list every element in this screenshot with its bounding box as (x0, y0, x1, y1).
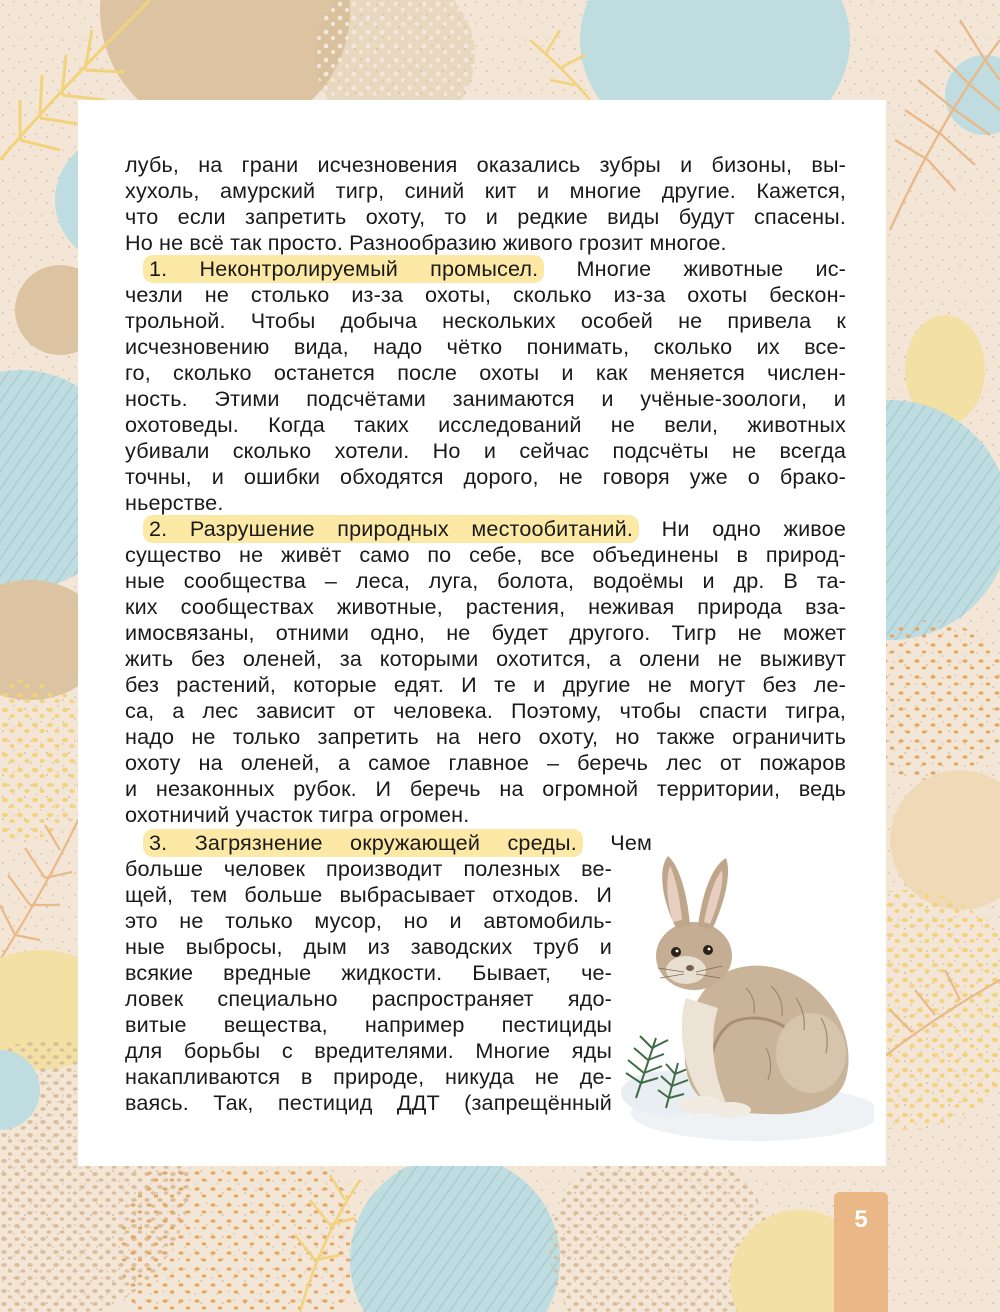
text-line: ловек специально распространяет ядо- (125, 986, 612, 1011)
hare-illustration (606, 848, 874, 1148)
text-fragment: Ни одно живое (661, 516, 846, 541)
text-line: Но не всё так просто. Разнообразию живого грозит многое. (125, 230, 727, 255)
text-line: витые вещества, например пестициды (125, 1012, 612, 1037)
section-heading-2: 2. Разрушение природных местообитаний. (143, 515, 639, 543)
text-line: больше человек производит полезных ве- (125, 856, 612, 881)
text-line: убивали сколько хотели. Но и сейчас подсчёты не всегда (125, 438, 846, 463)
text-line: имосвязаны, отними одно, не будет другого. Тигр не может (125, 620, 846, 645)
text-line: ность. Этими подсчётами занимаются и учёные-зоологи, и (125, 386, 846, 411)
section-heading-1: 1. Неконтролируемый промысел. (143, 255, 544, 283)
paragraph-first-line (149, 830, 652, 856)
text-line: охотничий участок тигра огромен. (125, 802, 470, 827)
text-line: щей, тем больше выбрасывает отходов. И (125, 882, 612, 907)
paragraph-first-line (149, 256, 846, 282)
page-number-tab (834, 1192, 888, 1312)
text-line: охотоведы. Когда таких исследований не вели, животных (125, 412, 846, 437)
text-line: всякие вредные жидкости. Бывает, че- (125, 960, 612, 985)
text-line: охоту на оленей, а самое главное – беречь лес от пожаров (125, 750, 846, 775)
text-line: и незаконных рубок. И беречь на огромной территории, ведь (125, 776, 846, 801)
text-line: накапливаются в природе, никуда не де- (125, 1064, 612, 1089)
text-fragment: Многие животные ис- (576, 256, 846, 281)
text-fragment: Чем (610, 830, 652, 855)
text-line: ные выбросы, дым из заводских труб и (125, 934, 612, 959)
page-number: 5 (854, 1206, 868, 1233)
text-line: без растений, которые едят. И те и другие не могут без ле- (125, 672, 846, 697)
text-line: ные сообщества – леса, луга, болота, водоёмы и др. В та- (125, 568, 846, 593)
text-line: чезли не столько из-за охоты, сколько из-за охоты бескон- (125, 282, 846, 307)
section-heading-3: 3. Загрязнение окружающей среды. (143, 829, 583, 857)
text-line: что если запретить охоту, то и редкие виды будут спасены. (125, 204, 846, 229)
text-line: са, а лес зависит от человека. Поэтому, чтобы спасти тигра, (125, 698, 846, 723)
text-line: трольной. Чтобы добыча нескольких особей не привела к (125, 308, 846, 333)
text-line: ких сообществах животные, растения, неживая природа вза- (125, 594, 846, 619)
text-line: это не только мусор, но и автомобиль- (125, 908, 612, 933)
text-line: жить без оленей, за которыми охотится, а олени не выживут (125, 646, 846, 671)
text-line: лубь, на грани исчезновения оказались зубры и бизоны, вы- (125, 152, 846, 177)
paragraph-first-line (149, 516, 846, 542)
text-line: точны, и ошибки обходятся дорого, не говоря уже о брако- (125, 464, 846, 489)
text-line: ньерстве. (125, 490, 224, 515)
text-line: надо не только запретить на него охоту, но также ограничить (125, 724, 846, 749)
text-line: для борьбы с вредителями. Многие яды (125, 1038, 612, 1063)
text-line: существо не живёт само по себе, все объединены в природ- (125, 542, 846, 567)
text-line: исчезновению вида, надо чётко понимать, сколько их все- (125, 334, 846, 359)
text-line: хухоль, амурский тигр, синий кит и многие другие. Кажется, (125, 178, 846, 203)
text-line: ваясь. Так, пестицид ДДТ (запрещённый (125, 1090, 612, 1115)
text-line: го, сколько останется после охоты и как меняется числен- (125, 360, 846, 385)
